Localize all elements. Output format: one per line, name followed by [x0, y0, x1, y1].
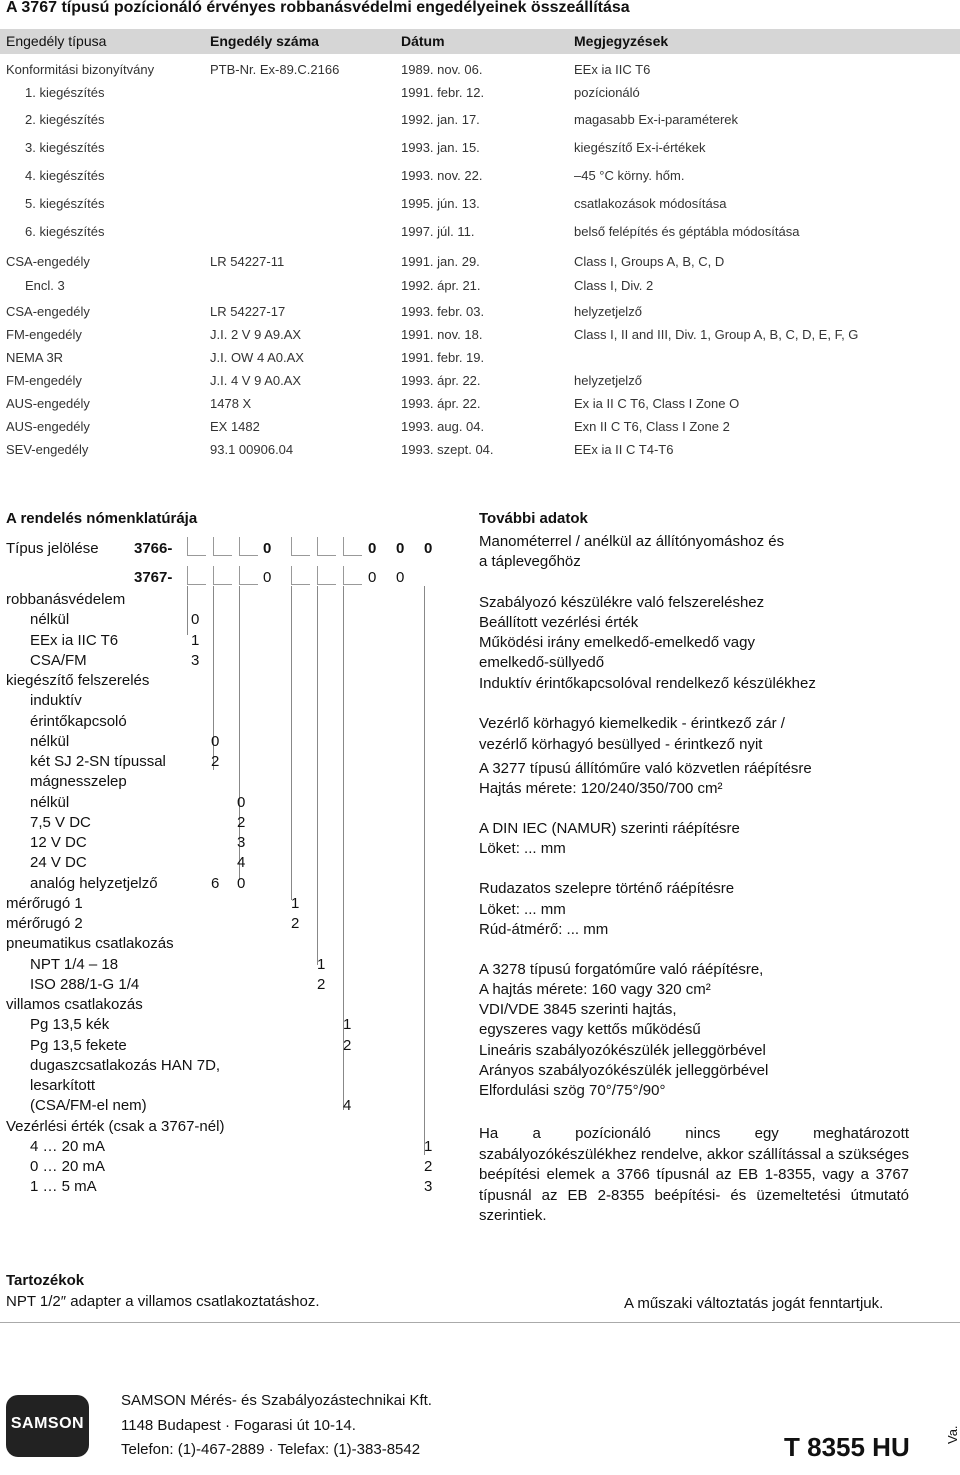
- fixed-zero: 0: [396, 540, 405, 557]
- cell-date: 1997. júl. 11.: [401, 224, 475, 239]
- cell-notes: EEx ia IIC T6: [574, 62, 651, 77]
- nomenclature-code: 3: [191, 651, 200, 669]
- additional-item: Arányos szabályozókészülék jelleggörbével: [479, 1062, 769, 1079]
- additional-item: A 3277 típusú állítóműre való közvetlen ráépítésre: [479, 760, 812, 777]
- cell-type: FM-engedély: [6, 373, 82, 388]
- fixed-zero: 0: [368, 540, 377, 557]
- logo-text: SAMSON: [10, 1415, 85, 1432]
- additional-item: Löket: ... mm: [479, 840, 566, 857]
- additional-item: Beállított vezérlési érték: [479, 614, 639, 631]
- additional-item: Lineáris szabályozókészülék jelleggörbével: [479, 1042, 766, 1059]
- accessories-text: NPT 1/2″ adapter a villamos csatlakoztatáshoz.: [6, 1293, 320, 1310]
- fixed-zero: 0: [263, 540, 272, 557]
- nomenclature-item: EEx ia IIC T6: [30, 631, 119, 649]
- rights-note: A műszaki változtatás jogát fenntartjuk.: [624, 1295, 884, 1312]
- nomenclature-code: 3: [424, 1178, 433, 1196]
- cell-date: 1993. jan. 15.: [401, 140, 480, 155]
- selector-line: [187, 586, 188, 635]
- cell-type: Konformitási bizonyítvány: [6, 62, 155, 77]
- nomenclature-code: 1: [317, 955, 326, 973]
- nomenclature-item: nélkül: [30, 732, 70, 750]
- cell-number: J.I. OW 4 A0.AX: [210, 350, 304, 365]
- type-3767: 3767-: [134, 569, 173, 586]
- cell-date: 1993. aug. 04.: [401, 419, 485, 434]
- col-header-date: Dátum: [401, 33, 445, 49]
- cell-type: 2. kiegészítés: [25, 112, 105, 127]
- nomenclature-item: 0 … 20 mA: [30, 1158, 106, 1175]
- cell-type: FM-engedély: [6, 327, 82, 342]
- nomenclature-item: (CSA/FM-el nem): [30, 1097, 147, 1115]
- code-box: [317, 537, 336, 556]
- cell-date: 1991. jan. 29.: [401, 254, 480, 269]
- selector-line: [317, 586, 318, 965]
- cell-date: 1989. nov. 06.: [401, 62, 483, 77]
- cell-notes: Class I, Groups A, B, C, D: [574, 254, 725, 269]
- cell-notes: kiegészítő Ex-i-értékek: [574, 140, 706, 155]
- additional-item: Löket: ... mm: [479, 901, 566, 918]
- nomenclature-item: robbanásvédelem: [6, 591, 126, 608]
- additional-item: Vezérlő körhagyó kiemelkedik - érintkező zár /: [479, 715, 785, 732]
- cell-date: 1993. szept. 04.: [401, 442, 494, 457]
- nomenclature-code: 2: [291, 915, 300, 932]
- cell-notes: EEx ia II C T4-T6: [574, 442, 674, 457]
- col-header-number: Engedély száma: [210, 33, 319, 49]
- code-box: [291, 537, 310, 556]
- nomenclature-code: 2: [237, 813, 246, 831]
- nomenclature-item: 1 … 5 mA: [30, 1178, 97, 1196]
- cell-notes: helyzetjelző: [574, 373, 642, 388]
- nomenclature-item: érintőkapcsoló: [30, 712, 127, 730]
- additional-item: Induktív érintőkapcsolóval rendelkező készülékhez: [479, 675, 816, 692]
- nomenclature-code: 1: [424, 1137, 433, 1155]
- additional-item: A 3278 típusú forgatóműre való ráépítésre,: [479, 961, 764, 978]
- nomenclature-item: 4 … 20 mA: [30, 1137, 106, 1155]
- fixed-zero: 0: [368, 569, 377, 586]
- cell-date: 1993. febr. 03.: [401, 304, 485, 319]
- cell-type: 6. kiegészítés: [25, 224, 105, 239]
- cell-notes: helyzetjelző: [574, 304, 642, 319]
- nomenclature-code: 4: [343, 1097, 352, 1115]
- code-box: [239, 537, 258, 556]
- nomenclature-item: nélkül: [30, 793, 70, 811]
- samson-logo: [6, 1395, 89, 1457]
- type-3766: 3766-: [134, 540, 173, 557]
- cell-date: 1991. febr. 12.: [401, 85, 485, 100]
- additional-item: emelkedő-süllyedő: [479, 654, 605, 671]
- nomenclature-item: két SJ 2-SN típussal: [30, 753, 166, 770]
- additional-item: A DIN IEC (NAMUR) szerinti ráépítésre: [479, 820, 740, 837]
- nomenclature-item: induktív: [30, 692, 82, 710]
- cell-number: LR 54227-11: [210, 254, 285, 269]
- company-name: SAMSON Mérés- és Szabályozástechnikai Kft.: [121, 1392, 432, 1409]
- nomenclature-item: kiegészítő felszerelés: [6, 672, 150, 689]
- cell-type: 4. kiegészítés: [25, 168, 105, 183]
- code-box: [317, 566, 336, 585]
- fixed-zero: 0: [424, 540, 433, 557]
- table-header-bar: [0, 29, 960, 54]
- code-box: [213, 537, 232, 556]
- nomenclature-code: 0: [237, 874, 246, 892]
- nomenclature-item: 12 V DC: [30, 834, 87, 851]
- nomenclature-code: 6: [211, 874, 220, 892]
- additional-heading: További adatok: [479, 510, 588, 527]
- nomenclature-code: 2: [424, 1158, 433, 1175]
- nomenclature-code: 2: [211, 753, 220, 770]
- nomenclature-item: mágnesszelep: [30, 773, 127, 791]
- nomenclature-item: 24 V DC: [30, 854, 87, 872]
- additional-item: A hajtás mérete: 160 vagy 320 cm²: [479, 981, 711, 998]
- cell-notes: –45 °C körny. hőm.: [574, 168, 685, 183]
- nomenclature-code: 1: [291, 894, 300, 912]
- nomenclature-code: 2: [317, 975, 326, 993]
- nomenclature-code: 1: [191, 631, 200, 649]
- cell-type: CSA-engedély: [6, 254, 90, 269]
- nomenclature-code: 1: [343, 1016, 352, 1034]
- selector-line: [291, 586, 292, 900]
- nomenclature-item: CSA/FM: [30, 651, 87, 669]
- selector-line: [424, 586, 425, 1155]
- nomenclature-item: Pg 13,5 fekete: [30, 1036, 127, 1054]
- nomenclature-item: Pg 13,5 kék: [30, 1016, 110, 1034]
- cell-number: 93.1 00906.04: [210, 442, 294, 457]
- nomenclature-code: 3: [237, 834, 246, 851]
- nomenclature-item: NPT 1/4 – 18: [30, 955, 119, 973]
- type-label: Típus jelölése: [6, 540, 99, 557]
- additional-paragraph: Ha a pozícionáló nincs egy meghatározott szabályozókészülékhez rendelve, akkor szállítással a szükséges beépítési elemek a 3766 típusnál az EB 1-8355, vagy a 3767 típusnál az EB 2-8355 beépítési- és üzemeltetési útmutató szerintiek.: [479, 1125, 909, 1224]
- code-box: [213, 566, 232, 585]
- cell-type: CSA-engedély: [6, 304, 90, 319]
- cell-date: 1993. ápr. 22.: [401, 373, 481, 388]
- nomenclature-item: Vezérlési érték (csak a 3767-nél): [6, 1117, 225, 1135]
- cell-notes: magasabb Ex-i-paraméterek: [574, 112, 739, 127]
- cell-notes: Ex ia II C T6, Class I Zone O: [574, 396, 740, 411]
- additional-item: Hajtás mérete: 120/240/350/700 cm²: [479, 780, 723, 797]
- cell-number: LR 54227-17: [210, 304, 286, 319]
- cell-notes: csatlakozások módosítása: [574, 196, 727, 211]
- cell-notes: Class I, Div. 2: [574, 278, 654, 293]
- nomenclature-heading: A rendelés nómenklatúrája: [6, 510, 198, 527]
- code-box: [291, 566, 310, 585]
- cell-date: 1995. jún. 13.: [401, 196, 480, 211]
- additional-item: a táplevegőhöz: [479, 553, 581, 570]
- additional-item: Manométerrel / anélkül az állítónyomáshoz és: [479, 533, 785, 550]
- cell-date: 1993. ápr. 22.: [401, 396, 481, 411]
- cell-number: J.I. 2 V 9 A9.AX: [210, 327, 302, 342]
- cell-type: 1. kiegészítés: [25, 85, 105, 100]
- nomenclature-code: 0: [211, 732, 220, 750]
- cell-date: 1991. nov. 18.: [401, 327, 483, 342]
- additional-item: Rúd-átmérő: ... mm: [479, 921, 609, 938]
- cell-date: 1992. ápr. 21.: [401, 278, 481, 293]
- cell-type: 5. kiegészítés: [25, 196, 105, 211]
- additional-item: Elfordulási szög 70°/75°/90°: [479, 1082, 666, 1099]
- cell-number: 1478 X: [210, 396, 252, 411]
- page-title: A 3767 típusú pozícionáló érvényes robbanásvédelmi engedélyeinek összeállítása: [6, 0, 630, 16]
- nomenclature-item: pneumatikus csatlakozás: [6, 935, 174, 953]
- cell-number: J.I. 4 V 9 A0.AX: [210, 373, 302, 388]
- cell-type: NEMA 3R: [6, 350, 64, 365]
- nomenclature-item: dugaszcsatlakozás HAN 7D,: [30, 1056, 221, 1074]
- cell-type: SEV-engedély: [6, 442, 89, 457]
- additional-item: Szabályozó készülékre való felszereléshez: [479, 594, 765, 611]
- code-box: [239, 566, 258, 585]
- additional-item: Működési irány emelkedő-emelkedő vagy: [479, 634, 755, 651]
- code-box: [187, 537, 206, 556]
- nomenclature-item: villamos csatlakozás: [6, 996, 143, 1013]
- cell-type: Encl. 3: [25, 278, 65, 293]
- nomenclature-item: 7,5 V DC: [30, 813, 91, 831]
- company-phone: Telefon: (1)-467-2889 · Telefax: (1)-383-8542: [121, 1441, 421, 1458]
- nomenclature-code: 0: [191, 611, 200, 629]
- code-box: [343, 537, 362, 556]
- nomenclature-item: mérőrugó 1: [6, 894, 83, 912]
- cell-notes: Class I, II and III, Div. 1, Group A, B, C, D, E, F, G: [574, 327, 859, 342]
- nomenclature-code: 4: [237, 854, 246, 872]
- cell-date: 1991. febr. 19.: [401, 350, 485, 365]
- nomenclature-item: nélkül: [30, 611, 70, 629]
- cell-type: AUS-engedély: [6, 396, 90, 411]
- additional-item: VDI/VDE 3845 szerinti hajtás,: [479, 1001, 677, 1018]
- version-mark: Va.: [945, 1425, 960, 1444]
- col-header-notes: Megjegyzések: [574, 33, 669, 49]
- accessories-heading: Tartozékok: [6, 1272, 85, 1289]
- company-address: 1148 Budapest · Fogarasi út 10-14.: [121, 1417, 356, 1434]
- additional-item: Rudazatos szelepre történő ráépítésre: [479, 880, 735, 897]
- nomenclature-item: mérőrugó 2: [6, 915, 83, 932]
- fixed-zero: 0: [263, 569, 272, 586]
- fixed-zero: 0: [396, 569, 405, 586]
- cell-type: 3. kiegészítés: [25, 140, 105, 155]
- cell-type: AUS-engedély: [6, 419, 90, 434]
- cell-notes: belső felépítés és géptábla módosítása: [574, 224, 800, 239]
- code-box: [187, 566, 206, 585]
- nomenclature-code: 0: [237, 793, 246, 811]
- document-number: T 8355 HU: [784, 1432, 910, 1462]
- cell-date: 1993. nov. 22.: [401, 168, 483, 183]
- nomenclature-item: ISO 288/1-G 1/4: [30, 975, 140, 993]
- code-box: [343, 566, 362, 585]
- additional-item: vezérlő körhagyó besüllyed - érintkező nyit: [479, 736, 763, 753]
- nomenclature-item: lesarkított: [30, 1077, 96, 1094]
- nomenclature-code: 2: [343, 1036, 352, 1054]
- additional-item: egyszeres vagy kettős működésű: [479, 1021, 701, 1038]
- cell-notes: Exn II C T6, Class I Zone 2: [574, 419, 730, 434]
- cell-number: EX 1482: [210, 419, 260, 434]
- col-header-type: Engedély típusa: [6, 33, 107, 49]
- nomenclature-item: analóg helyzetjelző: [30, 874, 158, 892]
- footer-divider: [0, 1322, 960, 1323]
- cell-date: 1992. jan. 17.: [401, 112, 480, 127]
- cell-notes: pozícionáló: [574, 85, 640, 100]
- cell-number: PTB-Nr. Ex-89.C.2166: [210, 62, 340, 77]
